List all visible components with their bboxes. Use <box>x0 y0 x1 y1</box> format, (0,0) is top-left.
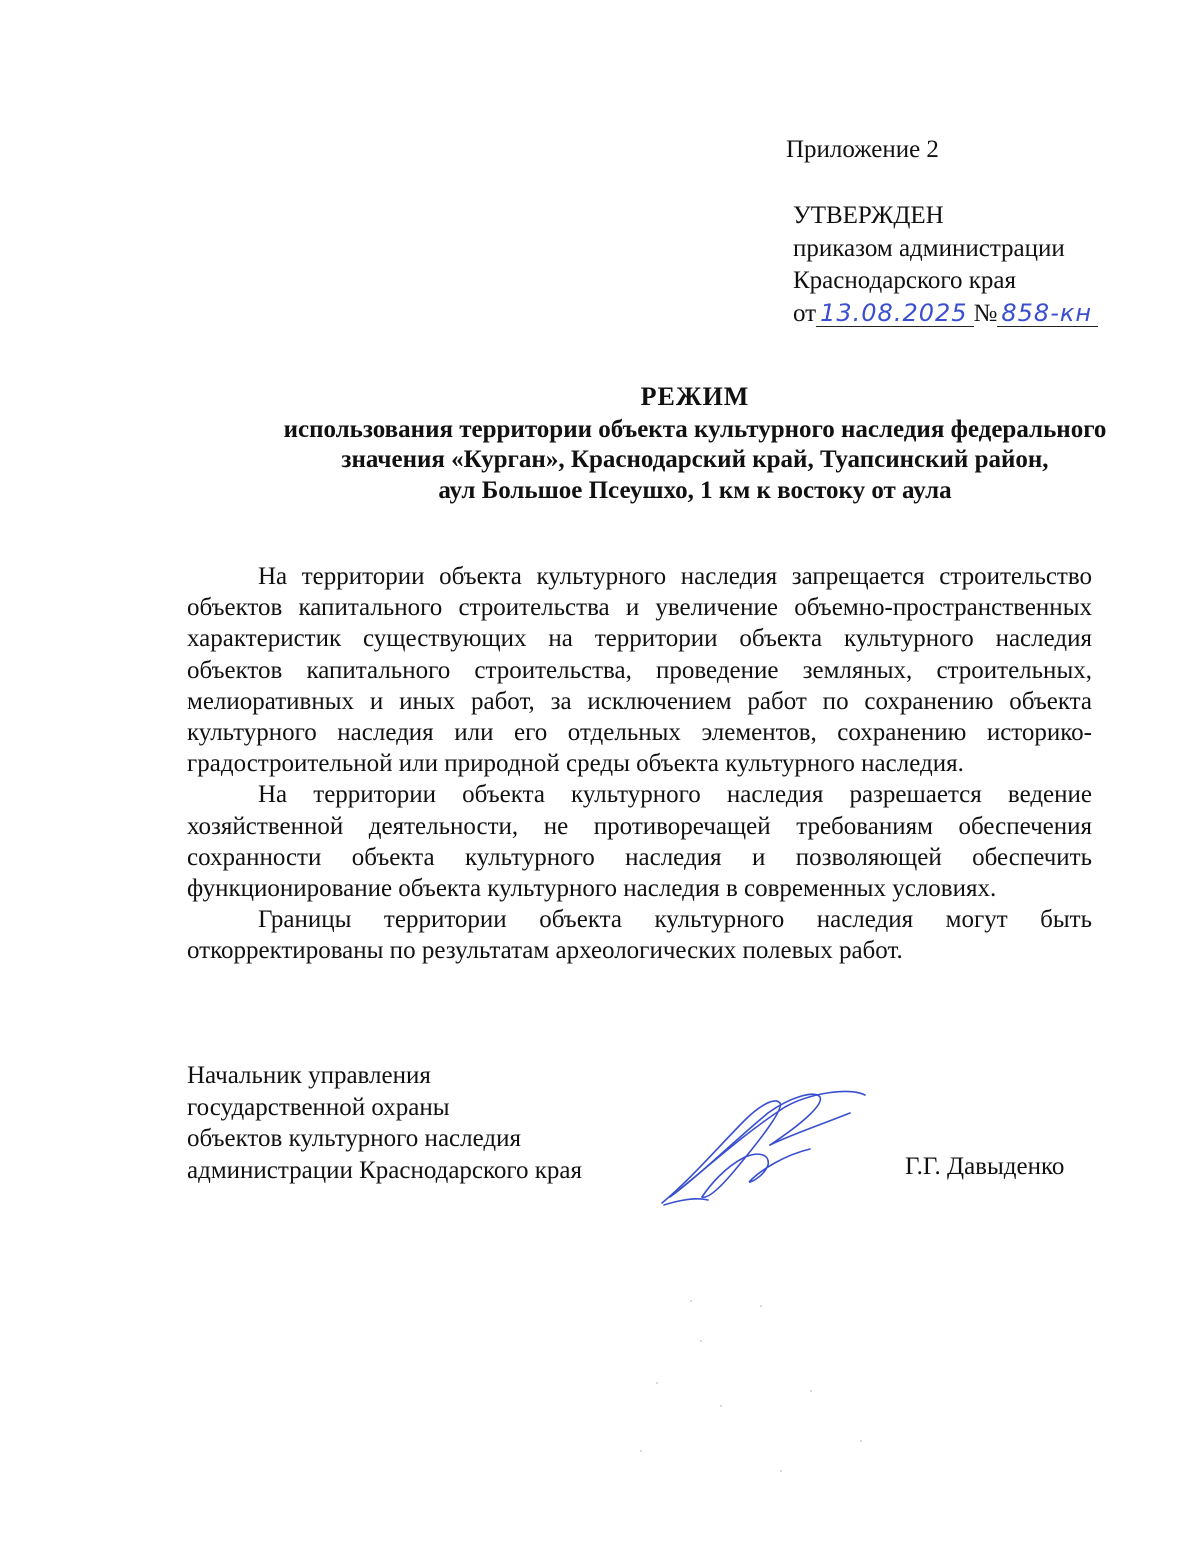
scan-speck <box>640 1450 642 1452</box>
handwritten-signature <box>650 1085 880 1215</box>
position-line-3: объектов культурного наследия <box>187 1125 521 1152</box>
scan-speck <box>860 1440 862 1442</box>
document-body <box>187 561 1092 967</box>
signer-name: Г.Г. Давыденко <box>905 1153 1065 1180</box>
title-line-1: использования территории объекта культурного наследия федерального <box>283 415 1107 443</box>
number-prefix: № <box>973 299 998 327</box>
approval-block <box>793 200 1098 330</box>
position-line-1: Начальник управления <box>187 1062 431 1089</box>
date-prefix: от <box>793 299 817 327</box>
approval-date-line <box>793 298 1098 331</box>
scan-speck <box>810 1390 812 1392</box>
paragraph-boundaries: Границы территории объекта культурного наследия могут быть откорректированы по результатам археологических полевых работ. <box>187 906 1092 965</box>
approval-org-line: Краснодарского края <box>793 267 1016 294</box>
position-line-4: администрации Краснодарского края <box>187 1156 583 1184</box>
position-line-2: государственной охраны <box>187 1093 450 1121</box>
paragraph-permissions: На территории объекта культурного наследия разрешается ведение хозяйственной деятельности, не противоречащей требованиям обеспечения сохранности объекта культурного наследия и позволяющей обеспечить функционирование объекта культурного наследия в современных условиях. <box>187 781 1092 903</box>
title-line-2: значения «Курган», Краснодарский край, Туапсинский район, <box>341 446 1049 473</box>
scan-speck <box>700 1340 702 1342</box>
scan-speck <box>720 1405 722 1407</box>
title-line-3: аул Большое Псеушхо, 1 км к востоку от аула <box>438 476 952 504</box>
document-heading: РЕЖИМ <box>640 382 750 411</box>
scan-speck <box>656 1382 658 1384</box>
document-title-block <box>150 382 1200 506</box>
signatory-position <box>187 1060 582 1186</box>
paragraph-prohibitions: На территории объекта культурного наследия запрещается строительство объектов капитального строительства и увеличение объемно-пространственных характеристик существующих на территории объекта культурного наследия объектов капитального строительства, проведение земляных, строительных, мелиоративных и иных работ, за исключением работ по сохранению объекта культурного наследия или его отдельных элементов, сохранению историко-градостроительной или природной среды объекта культурного наследия. <box>187 563 1092 778</box>
scan-speck <box>780 1470 782 1472</box>
handwritten-date: 13.08.2025 <box>816 300 973 327</box>
scan-speck <box>690 1300 692 1302</box>
approval-stamp-word: УТВЕРЖДЕН <box>793 202 944 229</box>
handwritten-number: 858-кн <box>997 300 1098 327</box>
appendix-label: Приложение 2 <box>786 136 939 163</box>
approval-by-line: приказом администрации <box>793 234 1065 262</box>
scan-speck <box>760 1305 762 1307</box>
